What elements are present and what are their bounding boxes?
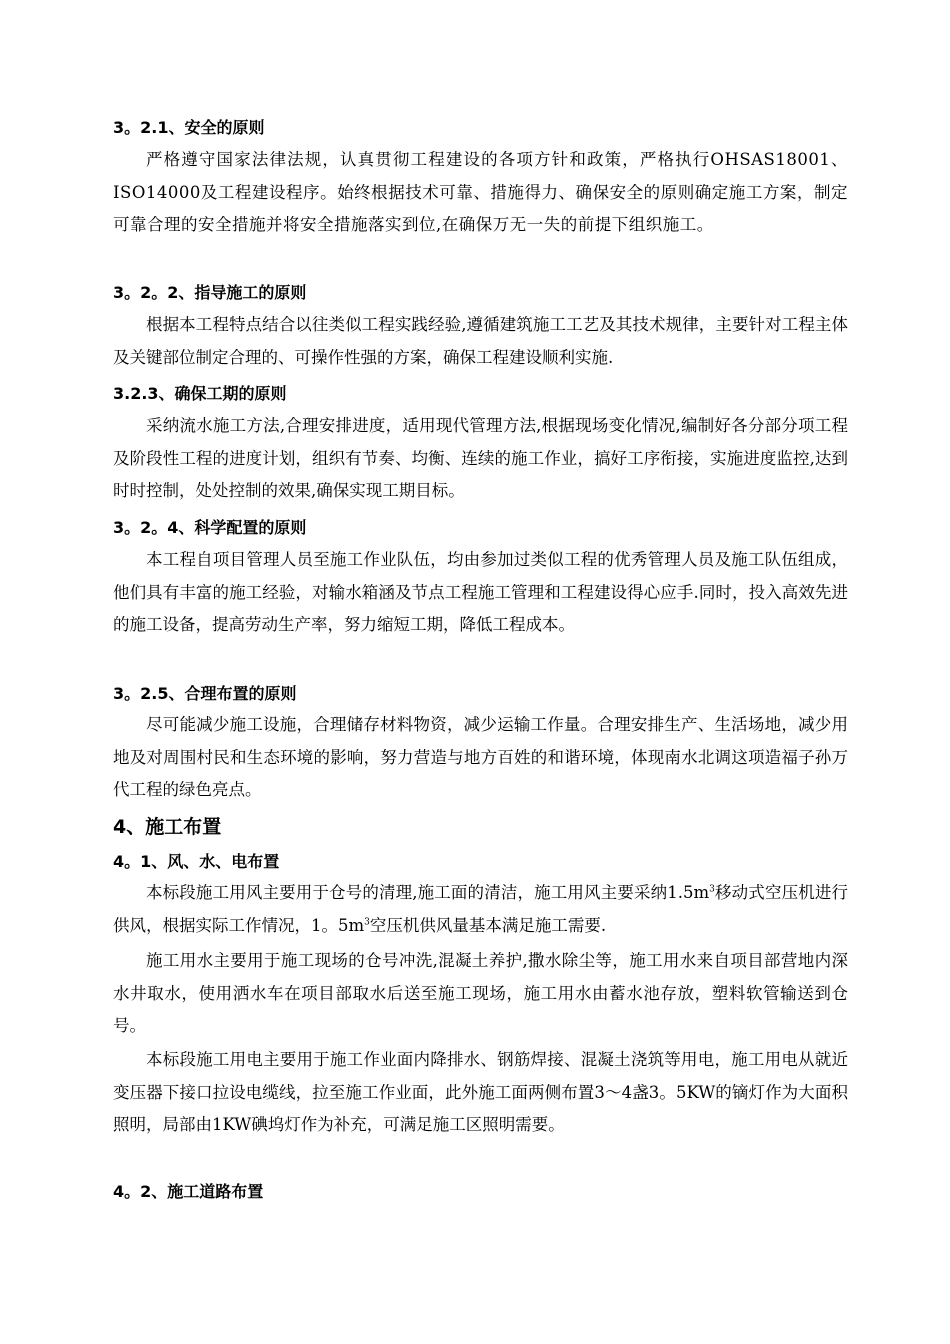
section-heading-layout: 3。2.5、合理布置的原则 <box>113 684 297 703</box>
superscript-cubic-1: 3 <box>709 884 715 895</box>
chapter-heading: 4、施工布置 <box>113 816 222 838</box>
paragraph-guidance: 根据本工程特点结合以往类似工程实践经验,遵循建筑施工工艺及其技术规律，主要针对工程主体及关键部位制定合理的、可操作性强的方案，确保工程建设顺利实施. <box>113 315 848 367</box>
paragraph-safety: 严格遵守国家法律法规，认真贯彻工程建设的各项方针和政策，严格执行OHSAS18001、ISO14000及工程建设程序。始终根据技术可靠、措施得力、确保安全的原则确定施工方案，制定可靠合理的安全措施并将安全措施落实到位,在确保万无一失的前提下组织施工。 <box>113 150 848 234</box>
section-heading-roads: 4。2、施工道路布置 <box>113 1182 264 1201</box>
paragraph-air-supply <box>113 877 848 942</box>
paragraph-layout: 尽可能减少施工设施，合理储存材料物资，减少运输工作量。合理安排生产、生活场地，减少用地及对周围村民和生态环境的影响，努力营造与地方百姓的和谐环境，体现南水北调这项造福子孙万代工程的绿色亮点。 <box>113 715 848 799</box>
paragraph-water-supply: 施工用水主要用于施工现场的仓号冲洗,混凝土养护,撒水除尘等，施工用水来自项目部营地内深水井取水，使用洒水车在项目部取水后送至施工现场，施工用水由蓄水池存放，塑料软管输送到仓号。 <box>113 951 848 1035</box>
section-heading-utilities: 4。1、风、水、电布置 <box>113 852 280 871</box>
section-heading-guidance: 3。2。2、指导施工的原则 <box>113 283 307 302</box>
air-text-2: 移动式空压机进行供风，根据实际工作情况，1。5m <box>113 883 848 935</box>
air-text-3: 空压机供风量基本满足施工需要. <box>369 915 607 935</box>
superscript-cubic-2: 3 <box>364 917 370 927</box>
section-heading-schedule: 3.2.3、确保工期的原则 <box>113 384 287 403</box>
section-heading-configuration: 3。2。4、科学配置的原则 <box>113 518 307 537</box>
air-text-1: 本标段施工用风主要用于仓号的清理,施工面的清洁，施工用风主要采纳1.5m <box>146 883 710 902</box>
section-heading-safety: 3。2.1、安全的原则 <box>113 118 265 137</box>
paragraph-power-supply: 本标段施工用电主要用于施工作业面内降排水、钢筋焊接、混凝土浇筑等用电，施工用电从就近变压器下接口拉设电缆线，拉至施工作业面，此外施工面两侧布置3～4盏3。5KW的镝灯作为大面积照明，局部由1KW碘坞灯作为补充，可满足施工区照明需要。 <box>113 1050 848 1134</box>
paragraph-schedule: 采纳流水施工方法,合理安排进度，适用现代管理方法,根据现场变化情况,编制好各分部分项工程及阶段性工程的进度计划，组织有节奏、均衡、连续的施工作业，搞好工序衔接，实施进度监控,达到时时控制，处处控制的效果,确保实现工期目标。 <box>113 416 848 500</box>
paragraph-configuration: 本工程自项目管理人员至施工作业队伍，均由参加过类似工程的优秀管理人员及施工队伍组成，他们具有丰富的施工经验，对输水箱涵及节点工程施工管理和工程建设得心应手.同时，投入高效先进的施工设备，提高劳动生产率，努力缩短工期，降低工程成本。 <box>113 550 848 634</box>
